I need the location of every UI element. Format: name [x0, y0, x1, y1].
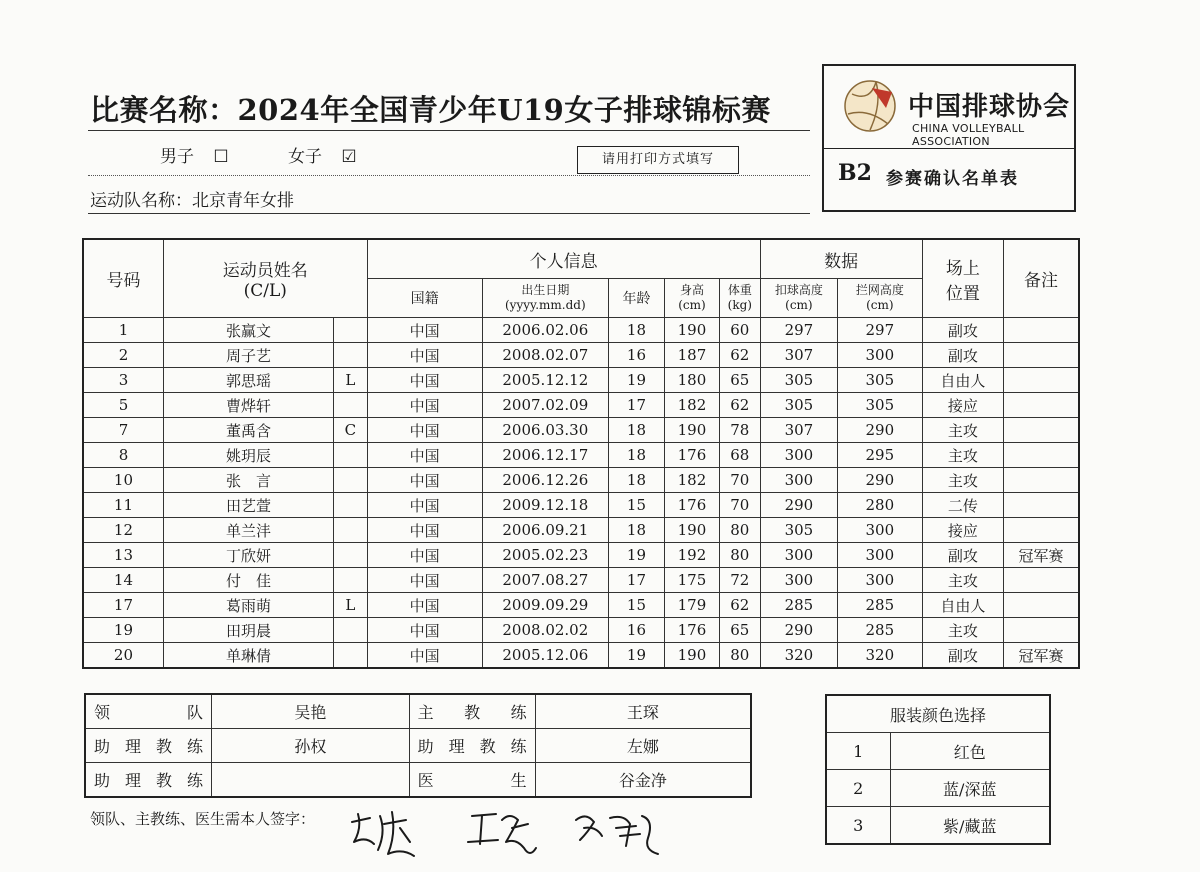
head-coach-value[interactable]: 王琛 [535, 694, 751, 729]
player-block-height[interactable]: 290 [838, 468, 923, 493]
player-nationality[interactable]: 中国 [367, 468, 482, 493]
captain-libero-mark[interactable] [334, 393, 368, 418]
leader-label: 领队 [85, 694, 212, 729]
player-remark[interactable]: 冠军赛 [1004, 543, 1079, 568]
player-age[interactable]: 19 [608, 368, 664, 393]
player-nationality[interactable]: 中国 [367, 568, 482, 593]
player-nationality[interactable]: 中国 [367, 518, 482, 543]
uniform-color-name: 蓝/深蓝 [890, 770, 1050, 807]
col-block [838, 279, 923, 318]
col-block-label: 拦网高度 [855, 283, 904, 297]
table-row [83, 568, 1079, 593]
player-height[interactable]: 192 [664, 543, 719, 568]
player-remark[interactable] [1004, 368, 1079, 393]
player-height[interactable]: 176 [664, 618, 719, 643]
player-nationality[interactable]: 中国 [367, 418, 482, 443]
player-block-height[interactable]: 295 [838, 443, 923, 468]
player-spike-height[interactable]: 307 [760, 343, 837, 368]
roster-body [83, 318, 1079, 669]
player-position[interactable]: 主攻 [922, 443, 1003, 468]
player-nationality[interactable]: 中国 [367, 443, 482, 468]
head-coach-label: 主教练 [409, 694, 535, 729]
player-nationality[interactable]: 中国 [367, 643, 482, 669]
player-age[interactable]: 16 [608, 343, 664, 368]
player-number[interactable]: 5 [83, 393, 163, 418]
player-number[interactable]: 1 [83, 318, 163, 343]
player-position[interactable]: 接应 [922, 393, 1003, 418]
association-name-cn: 中国排球协会 [908, 92, 1071, 122]
player-position[interactable]: 主攻 [922, 618, 1003, 643]
doctor-value[interactable]: 谷金净 [535, 763, 751, 798]
player-number[interactable]: 2 [83, 343, 163, 368]
col-height [664, 279, 719, 318]
player-number[interactable]: 19 [83, 618, 163, 643]
player-height[interactable]: 176 [664, 443, 719, 468]
player-name[interactable]: 田玥晨 [163, 618, 333, 643]
col-height-label: 身高 [679, 283, 704, 297]
player-block-height[interactable]: 300 [838, 543, 923, 568]
gender-male-label: 男子 [160, 147, 194, 167]
doctor-label: 医生 [409, 763, 535, 798]
player-block-height[interactable]: 320 [838, 643, 923, 669]
player-position[interactable]: 接应 [922, 518, 1003, 543]
player-age[interactable]: 19 [608, 643, 664, 669]
player-height[interactable]: 190 [664, 518, 719, 543]
player-age[interactable]: 18 [608, 443, 664, 468]
col-weight [719, 279, 760, 318]
col-position-line2: 位置 [945, 283, 980, 304]
player-number[interactable]: 7 [83, 418, 163, 443]
player-weight[interactable]: 62 [719, 593, 760, 618]
page-title: 比赛名称：2024年全国青少年U19女子排球锦标赛 [90, 93, 771, 127]
captain-libero-mark[interactable] [334, 343, 368, 368]
player-nationality[interactable]: 中国 [367, 493, 482, 518]
player-number[interactable]: 3 [83, 368, 163, 393]
player-position[interactable]: 主攻 [922, 468, 1003, 493]
player-weight[interactable]: 62 [719, 393, 760, 418]
leader-value[interactable]: 吴艳 [212, 694, 410, 729]
uniform-color-number: 1 [826, 733, 890, 770]
table-row [83, 518, 1079, 543]
player-number[interactable]: 10 [83, 468, 163, 493]
player-birthdate[interactable]: 2006.12.26 [482, 468, 608, 493]
col-spike-label: 扣球高度 [774, 283, 823, 297]
player-remark[interactable] [1004, 493, 1079, 518]
assistant-coach-value[interactable] [212, 763, 410, 798]
player-block-height[interactable]: 297 [838, 318, 923, 343]
player-position[interactable]: 主攻 [922, 568, 1003, 593]
gender-male-checkbox[interactable]: ☐ [213, 147, 229, 167]
player-birthdate[interactable]: 2007.02.09 [482, 393, 608, 418]
player-age[interactable]: 17 [608, 568, 664, 593]
player-birthdate[interactable]: 2006.09.21 [482, 518, 608, 543]
association-name-en: CHINA VOLLEYBALL ASSOCIATION [912, 122, 1025, 148]
player-birthdate[interactable]: 2009.12.18 [482, 493, 608, 518]
table-row [83, 393, 1079, 418]
col-nationality: 国籍 [367, 279, 482, 318]
player-name[interactable]: 单兰沣 [163, 518, 333, 543]
table-row [83, 543, 1079, 568]
player-number[interactable]: 20 [83, 643, 163, 669]
staff-row [85, 694, 751, 729]
col-height-unit: (cm) [678, 298, 706, 312]
player-number[interactable]: 12 [83, 518, 163, 543]
captain-libero-mark[interactable] [334, 643, 368, 669]
col-weight-unit: (kg) [727, 298, 752, 312]
player-spike-height[interactable]: 305 [760, 518, 837, 543]
player-weight[interactable]: 72 [719, 568, 760, 593]
table-row [83, 418, 1079, 443]
form-code: B2 [838, 160, 872, 186]
player-nationality[interactable]: 中国 [367, 393, 482, 418]
col-name-sub: (C/L) [243, 281, 287, 301]
player-weight[interactable]: 80 [719, 543, 760, 568]
player-birthdate[interactable]: 2007.08.27 [482, 568, 608, 593]
uniform-color-row[interactable] [826, 807, 1050, 845]
player-remark[interactable] [1004, 618, 1079, 643]
player-name[interactable]: 曹烨轩 [163, 393, 333, 418]
player-block-height[interactable]: 300 [838, 518, 923, 543]
gender-male [160, 142, 229, 167]
player-spike-height[interactable]: 305 [760, 368, 837, 393]
assistant-coach-value[interactable]: 左娜 [535, 729, 751, 763]
uniform-color-number: 2 [826, 770, 890, 807]
handwritten-signature [340, 798, 680, 868]
player-block-height[interactable]: 280 [838, 493, 923, 518]
player-name[interactable]: 单琳倩 [163, 643, 333, 669]
player-position[interactable]: 副攻 [922, 543, 1003, 568]
player-height[interactable]: 175 [664, 568, 719, 593]
form-name: 参赛确认名单表 [886, 169, 1019, 189]
player-age[interactable]: 15 [608, 493, 664, 518]
captain-libero-mark[interactable]: L [334, 593, 368, 618]
player-name[interactable]: 张赢文 [163, 318, 333, 343]
player-remark[interactable] [1004, 393, 1079, 418]
captain-libero-mark[interactable] [334, 318, 368, 343]
player-age[interactable]: 19 [608, 543, 664, 568]
col-spike [760, 279, 837, 318]
player-birthdate[interactable]: 2008.02.07 [482, 343, 608, 368]
roster-table [82, 238, 1080, 669]
player-height[interactable]: 176 [664, 493, 719, 518]
player-spike-height[interactable]: 300 [760, 443, 837, 468]
col-birth-format: (yyyy.mm.dd) [505, 298, 586, 312]
player-spike-height[interactable]: 285 [760, 593, 837, 618]
player-nationality[interactable]: 中国 [367, 318, 482, 343]
player-remark[interactable] [1004, 568, 1079, 593]
player-spike-height[interactable]: 290 [760, 493, 837, 518]
player-birthdate[interactable]: 2005.02.23 [482, 543, 608, 568]
player-position[interactable]: 副攻 [922, 318, 1003, 343]
player-nationality[interactable]: 中国 [367, 543, 482, 568]
player-height[interactable]: 182 [664, 468, 719, 493]
col-number: 号码 [83, 239, 163, 318]
player-remark[interactable] [1004, 418, 1079, 443]
table-row [83, 368, 1079, 393]
uniform-color-table [825, 694, 1051, 845]
player-weight[interactable]: 80 [719, 643, 760, 669]
col-birth [482, 279, 608, 318]
player-name[interactable]: 张 言 [163, 468, 333, 493]
captain-libero-mark[interactable] [334, 443, 368, 468]
team-name: 运动队名称：北京青年女排 [90, 191, 294, 211]
player-number[interactable]: 11 [83, 493, 163, 518]
col-name-label: 运动员姓名 [222, 261, 308, 281]
player-weight[interactable]: 65 [719, 618, 760, 643]
table-row [83, 468, 1079, 493]
table-row [83, 618, 1079, 643]
player-number[interactable]: 13 [83, 543, 163, 568]
player-remark[interactable] [1004, 318, 1079, 343]
gender-female [288, 142, 357, 167]
captain-libero-mark[interactable] [334, 518, 368, 543]
association-logo-box [822, 64, 1076, 212]
player-spike-height[interactable]: 297 [760, 318, 837, 343]
staff-row [85, 729, 751, 763]
player-birthdate[interactable]: 2006.02.06 [482, 318, 608, 343]
player-name[interactable]: 周子艺 [163, 343, 333, 368]
col-birth-label: 出生日期 [521, 283, 570, 297]
table-row [83, 643, 1079, 669]
col-name [163, 239, 367, 318]
player-weight[interactable]: 65 [719, 368, 760, 393]
player-block-height[interactable]: 300 [838, 343, 923, 368]
col-position [922, 239, 1003, 318]
dotted-divider [88, 175, 810, 176]
uniform-color-name: 紫/藏蓝 [890, 807, 1050, 845]
player-height[interactable]: 182 [664, 393, 719, 418]
table-row [83, 318, 1079, 343]
player-position[interactable]: 自由人 [922, 368, 1003, 393]
col-remark: 备注 [1004, 239, 1079, 318]
captain-libero-mark[interactable] [334, 468, 368, 493]
col-block-unit: (cm) [866, 298, 894, 312]
player-weight[interactable]: 60 [719, 318, 760, 343]
player-spike-height[interactable]: 305 [760, 393, 837, 418]
player-nationality[interactable]: 中国 [367, 343, 482, 368]
player-name[interactable]: 田艺萱 [163, 493, 333, 518]
col-weight-label: 体重 [727, 283, 752, 297]
player-spike-height[interactable]: 300 [760, 568, 837, 593]
player-age[interactable]: 18 [608, 518, 664, 543]
player-weight[interactable]: 70 [719, 468, 760, 493]
player-name[interactable]: 郭思瑶 [163, 368, 333, 393]
team-underline [88, 213, 810, 214]
table-row [83, 593, 1079, 618]
captain-libero-mark[interactable] [334, 618, 368, 643]
assistant-coach-label: 助理教练 [85, 763, 212, 798]
staff-table [84, 693, 752, 798]
captain-libero-mark[interactable]: L [334, 368, 368, 393]
player-position[interactable]: 自由人 [922, 593, 1003, 618]
player-position[interactable]: 二传 [922, 493, 1003, 518]
logo-divider [824, 148, 1074, 149]
player-name[interactable]: 董禹含 [163, 418, 333, 443]
uniform-color-name: 红色 [890, 733, 1050, 770]
player-birthdate[interactable]: 2005.12.06 [482, 643, 608, 669]
staff-row [85, 763, 751, 798]
uniform-color-number: 3 [826, 807, 890, 845]
player-position[interactable]: 主攻 [922, 418, 1003, 443]
player-age[interactable]: 15 [608, 593, 664, 618]
player-number[interactable]: 8 [83, 443, 163, 468]
assistant-coach-label: 助理教练 [85, 729, 212, 763]
player-remark[interactable] [1004, 518, 1079, 543]
player-spike-height[interactable]: 307 [760, 418, 837, 443]
player-height[interactable]: 180 [664, 368, 719, 393]
player-birthdate[interactable]: 2006.12.17 [482, 443, 608, 468]
player-name[interactable]: 姚玥辰 [163, 443, 333, 468]
player-remark[interactable] [1004, 468, 1079, 493]
captain-libero-mark[interactable] [334, 568, 368, 593]
uniform-color-body [826, 733, 1050, 845]
player-remark[interactable] [1004, 593, 1079, 618]
player-weight[interactable]: 78 [719, 418, 760, 443]
player-weight[interactable]: 68 [719, 443, 760, 468]
uniform-color-row[interactable] [826, 733, 1050, 770]
signature-label: 领队、主教练、医生需本人签字： [90, 810, 316, 828]
player-weight[interactable]: 80 [719, 518, 760, 543]
captain-libero-mark[interactable] [334, 493, 368, 518]
player-spike-height[interactable]: 290 [760, 618, 837, 643]
player-spike-height[interactable]: 300 [760, 468, 837, 493]
player-remark[interactable] [1004, 443, 1079, 468]
uniform-color-title: 服装颜色选择 [826, 695, 1050, 733]
player-number[interactable]: 17 [83, 593, 163, 618]
player-birthdate[interactable]: 2009.09.29 [482, 593, 608, 618]
player-remark[interactable]: 冠军赛 [1004, 643, 1079, 669]
gender-female-checkbox[interactable]: ☑ [341, 147, 357, 167]
player-block-height[interactable]: 285 [838, 618, 923, 643]
uniform-color-row[interactable] [826, 770, 1050, 807]
table-row [83, 443, 1079, 468]
player-block-height[interactable]: 300 [838, 568, 923, 593]
player-name[interactable]: 丁欣妍 [163, 543, 333, 568]
player-block-height[interactable]: 290 [838, 418, 923, 443]
player-name[interactable]: 葛雨萌 [163, 593, 333, 618]
player-age[interactable]: 18 [608, 318, 664, 343]
player-weight[interactable]: 62 [719, 343, 760, 368]
table-row [83, 343, 1079, 368]
print-note: 请用打印方式填写 [577, 146, 739, 174]
captain-libero-mark[interactable] [334, 543, 368, 568]
player-number[interactable]: 14 [83, 568, 163, 593]
player-age[interactable]: 16 [608, 618, 664, 643]
volleyball-logo-icon [842, 78, 898, 134]
player-age[interactable]: 17 [608, 393, 664, 418]
assistant-coach-label: 助理教练 [409, 729, 535, 763]
title-underline [88, 130, 810, 131]
player-remark[interactable] [1004, 343, 1079, 368]
player-height[interactable]: 187 [664, 343, 719, 368]
player-birthdate[interactable]: 2006.03.30 [482, 418, 608, 443]
player-nationality[interactable]: 中国 [367, 593, 482, 618]
player-height[interactable]: 190 [664, 643, 719, 669]
player-age[interactable]: 18 [608, 468, 664, 493]
player-block-height[interactable]: 305 [838, 368, 923, 393]
captain-libero-mark[interactable]: C [334, 418, 368, 443]
player-name[interactable]: 付 佳 [163, 568, 333, 593]
assistant-coach-value[interactable]: 孙权 [212, 729, 410, 763]
col-spike-unit: (cm) [785, 298, 813, 312]
col-data: 数据 [760, 239, 922, 279]
col-personal-info: 个人信息 [367, 239, 760, 279]
player-block-height[interactable]: 305 [838, 393, 923, 418]
player-birthdate[interactable]: 2005.12.12 [482, 368, 608, 393]
player-nationality[interactable]: 中国 [367, 368, 482, 393]
col-age: 年龄 [608, 279, 664, 318]
player-spike-height[interactable]: 300 [760, 543, 837, 568]
player-position[interactable]: 副攻 [922, 343, 1003, 368]
player-age[interactable]: 18 [608, 418, 664, 443]
player-nationality[interactable]: 中国 [367, 618, 482, 643]
player-birthdate[interactable]: 2008.02.02 [482, 618, 608, 643]
player-height[interactable]: 179 [664, 593, 719, 618]
gender-female-label: 女子 [288, 147, 322, 167]
player-weight[interactable]: 70 [719, 493, 760, 518]
player-height[interactable]: 190 [664, 418, 719, 443]
player-position[interactable]: 副攻 [922, 643, 1003, 669]
player-block-height[interactable]: 285 [838, 593, 923, 618]
player-height[interactable]: 190 [664, 318, 719, 343]
table-row [83, 493, 1079, 518]
col-position-line1: 场上 [945, 258, 980, 279]
player-spike-height[interactable]: 320 [760, 643, 837, 669]
